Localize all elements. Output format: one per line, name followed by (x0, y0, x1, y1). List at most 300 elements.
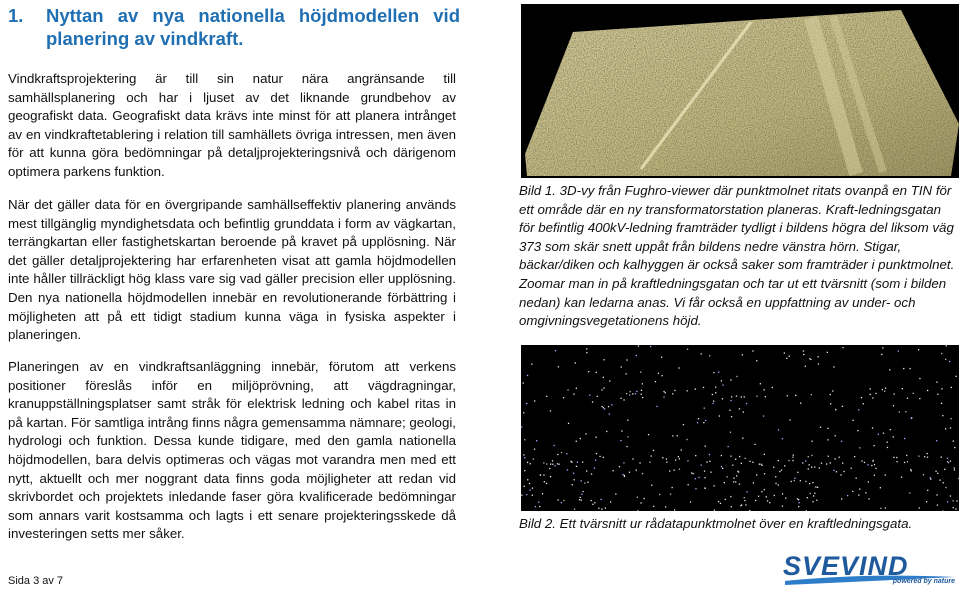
cloud-point (558, 366, 559, 367)
cloud-point (546, 463, 547, 464)
cloud-point (720, 503, 721, 504)
cloud-point (587, 482, 588, 483)
cloud-point (786, 358, 787, 359)
cloud-point (710, 472, 711, 473)
cloud-point (581, 500, 582, 501)
cloud-point (874, 475, 875, 476)
cloud-point (911, 470, 912, 471)
cloud-point (620, 440, 621, 441)
cloud-point (640, 372, 641, 373)
cloud-point (718, 501, 719, 502)
cloud-point (536, 440, 537, 441)
cloud-point (890, 429, 891, 430)
cloud-point (602, 406, 603, 407)
cloud-point (691, 472, 692, 473)
cloud-point (911, 418, 912, 419)
cloud-point (601, 499, 602, 500)
cloud-point (538, 502, 539, 503)
cloud-point (930, 479, 931, 480)
cloud-point (733, 481, 734, 482)
cloud-point (636, 470, 637, 471)
cloud-point (909, 492, 910, 493)
cloud-point (885, 388, 886, 389)
page-footer: Sida 3 av 7 (8, 575, 64, 587)
cloud-point (803, 350, 804, 351)
paragraph-2: När det gäller data för en övergripande samhällseffektiv planering används mest tillgänglig myndighetsdata och befintlig grunddata i form av vägkartan, terrängkartan eller fastighetskartan beroende på kravet på upplösning. När det gäller detaljprojektering har erfarenheten visat att gamla höjdmodellen inte håller tillräckligt hög klass vare sig vad gäller precision eller upplösning. Den nya nationella höjdmodellen innebär en revolutionerande förbättring i möjligheten att på ett tidigt stadium kunna väga in fysiska aspekter i planeringen. (8, 197, 456, 343)
cloud-point (893, 457, 894, 458)
cloud-point (927, 457, 928, 458)
cloud-point (784, 465, 785, 466)
cloud-point (622, 474, 623, 475)
cloud-point (620, 398, 621, 399)
cloud-point (730, 379, 731, 380)
cloud-point (603, 457, 604, 458)
cloud-point (753, 482, 754, 483)
cloud-point (674, 390, 675, 391)
cloud-point (811, 394, 812, 395)
cloud-point (956, 500, 957, 501)
cloud-point (629, 394, 630, 395)
cloud-point (828, 456, 829, 457)
cloud-point (610, 501, 611, 502)
cloud-point (782, 493, 783, 494)
cloud-point (606, 431, 607, 432)
cloud-point (746, 403, 747, 404)
cloud-point (774, 495, 775, 496)
cloud-point (919, 378, 920, 379)
cloud-point (580, 497, 581, 498)
cloud-point (527, 479, 528, 480)
cloud-point (756, 474, 757, 475)
cloud-point (577, 462, 578, 463)
cloud-point (818, 363, 819, 364)
cloud-point (937, 504, 938, 505)
cloud-point (550, 476, 551, 477)
cloud-point (727, 476, 728, 477)
cloud-point (893, 405, 894, 406)
cloud-point (738, 471, 739, 472)
cloud-point (604, 359, 605, 360)
cloud-point (649, 462, 650, 463)
cloud-point (721, 380, 722, 381)
cloud-point (672, 487, 673, 488)
cloud-point (563, 500, 564, 501)
cloud-point (766, 496, 767, 497)
cloud-point (833, 470, 834, 471)
cloud-point (563, 397, 564, 398)
cloud-point (527, 462, 528, 463)
cloud-point (764, 489, 765, 490)
cloud-point (754, 444, 755, 445)
cloud-point (775, 476, 776, 477)
cloud-point (867, 464, 868, 465)
cloud-point (613, 470, 614, 471)
cloud-point (629, 472, 630, 473)
cloud-point (953, 500, 954, 501)
cloud-point (758, 496, 759, 497)
cloud-point (661, 357, 662, 358)
cloud-point (574, 509, 575, 510)
cloud-point (669, 470, 670, 471)
cloud-point (573, 473, 574, 474)
cloud-point (945, 428, 946, 429)
cloud-point (632, 458, 633, 459)
cloud-point (945, 359, 946, 360)
cloud-point (871, 465, 872, 466)
cloud-point (662, 375, 663, 376)
cloud-point (775, 483, 776, 484)
cloud-point (744, 500, 745, 501)
cloud-point (665, 392, 666, 393)
cloud-point (764, 473, 765, 474)
cloud-point (903, 368, 904, 369)
cloud-point (732, 465, 733, 466)
cloud-point (730, 400, 731, 401)
cloud-point (681, 449, 682, 450)
cloud-point (806, 510, 807, 511)
cloud-point (715, 387, 716, 388)
cloud-point (812, 501, 813, 502)
cloud-point (809, 464, 810, 465)
cloud-point (874, 464, 875, 465)
cloud-point (658, 373, 659, 374)
cloud-point (532, 495, 533, 496)
cloud-point (821, 463, 822, 464)
terrain-3d-image (521, 4, 959, 178)
cloud-point (603, 387, 604, 388)
cloud-point (566, 453, 567, 454)
cloud-point (797, 472, 798, 473)
cloud-point (761, 465, 762, 466)
cloud-point (887, 442, 888, 443)
cloud-point (746, 491, 747, 492)
cloud-point (591, 500, 592, 501)
cloud-point (641, 390, 642, 391)
cloud-point (840, 474, 841, 475)
cloud-point (579, 499, 580, 500)
cloud-point (736, 395, 737, 396)
cloud-point (638, 345, 639, 346)
cloud-point (880, 508, 881, 509)
cloud-point (730, 432, 731, 433)
cloud-point (546, 396, 547, 397)
cloud-point (698, 477, 699, 478)
cloud-point (739, 456, 740, 457)
cloud-point (619, 466, 620, 467)
cloud-point (832, 390, 833, 391)
section-number: 1. (8, 5, 24, 26)
cloud-point (808, 456, 809, 457)
cloud-point (712, 403, 713, 404)
cloud-point (687, 349, 688, 350)
cloud-point (749, 461, 750, 462)
cloud-point (942, 415, 943, 416)
cloud-point (935, 471, 936, 472)
cloud-point (870, 394, 871, 395)
cloud-point (550, 464, 551, 465)
cloud-point (827, 352, 828, 353)
cloud-point (835, 435, 836, 436)
cloud-point (842, 463, 843, 464)
cloud-point (794, 478, 795, 479)
cloud-point (709, 355, 710, 356)
cloud-point (627, 436, 628, 437)
cloud-point (868, 481, 869, 482)
cloud-point (526, 403, 527, 404)
cloud-point (666, 462, 667, 463)
cloud-point (756, 396, 757, 397)
cloud-point (798, 506, 799, 507)
cloud-point (550, 410, 551, 411)
cloud-point (789, 419, 790, 420)
cloud-point (902, 388, 903, 389)
cloud-point (787, 395, 788, 396)
cloud-point (568, 423, 569, 424)
cloud-point (817, 487, 818, 488)
cloud-point (872, 461, 873, 462)
cloud-point (557, 454, 558, 455)
cloud-point (728, 446, 729, 447)
cloud-point (858, 495, 859, 496)
cloud-point (924, 456, 925, 457)
cloud-point (872, 427, 873, 428)
cloud-point (703, 387, 704, 388)
cloud-point (745, 504, 746, 505)
cloud-point (721, 466, 722, 467)
cloud-point (772, 387, 773, 388)
cloud-point (904, 438, 905, 439)
cloud-point (951, 387, 952, 388)
cloud-point (941, 388, 942, 389)
cloud-point (601, 509, 602, 510)
cloud-point (805, 460, 806, 461)
cloud-point (549, 468, 550, 469)
cloud-point (552, 460, 553, 461)
cloud-point (953, 507, 954, 508)
figure-2-caption: Bild 2. Ett tvärsnitt ur rådatapunktmolnet över en kraftledningsgata. (519, 516, 913, 531)
cloud-point (596, 453, 597, 454)
cloud-point (722, 385, 723, 386)
cloud-point (759, 464, 760, 465)
cloud-point (910, 469, 911, 470)
cloud-point (858, 409, 859, 410)
cloud-point (529, 483, 530, 484)
cloud-point (651, 455, 652, 456)
cloud-point (810, 359, 811, 360)
cloud-point (715, 392, 716, 393)
cloud-point (901, 477, 902, 478)
cloud-point (659, 494, 660, 495)
cloud-point (792, 457, 793, 458)
cloud-point (576, 388, 577, 389)
cloud-point (882, 347, 883, 348)
cloud-point (907, 398, 908, 399)
cloud-point (592, 401, 593, 402)
cloud-point (816, 500, 817, 501)
cloud-point (576, 441, 577, 442)
cloud-point (576, 466, 577, 467)
cloud-point (744, 396, 745, 397)
cloud-point (741, 463, 742, 464)
cloud-point (529, 490, 530, 491)
cloud-point (956, 376, 957, 377)
cloud-point (868, 498, 869, 499)
section-heading (8, 4, 460, 50)
cloud-point (841, 441, 842, 442)
cloud-point (820, 427, 821, 428)
cloud-point (736, 475, 737, 476)
cloud-point (878, 434, 879, 435)
cloud-point (695, 455, 696, 456)
cloud-point (594, 502, 595, 503)
cloud-point (626, 359, 627, 360)
heading-line-1: Nyttan av nya nationella höjdmodellen vid (46, 5, 460, 26)
cloud-point (555, 350, 556, 351)
terrain-3d-figure (521, 4, 959, 178)
cloud-point (813, 495, 814, 496)
cloud-point (729, 410, 730, 411)
cloud-point (883, 433, 884, 434)
cloud-point (905, 411, 906, 412)
cloud-point (939, 480, 940, 481)
cloud-point (677, 435, 678, 436)
cloud-point (632, 393, 633, 394)
cloud-point (791, 481, 792, 482)
cloud-point (778, 460, 779, 461)
cloud-point (953, 441, 954, 442)
cloud-point (799, 502, 800, 503)
cloud-point (830, 394, 831, 395)
cloud-point (521, 495, 522, 496)
cloud-point (725, 499, 726, 500)
cloud-point (626, 393, 627, 394)
cloud-point (834, 458, 835, 459)
cloud-point (530, 463, 531, 464)
cloud-point (709, 461, 710, 462)
paragraph-1: Vindkraftsprojektering är till sin natur nära angränsande till samhällsplanering och har i ljuset av det liknande grundbehov av geografiskt data. Geografiskt data krävs inte minst för att planera intrånget av en vindkraftetablering i relation till samhällets övriga intressen, men även för att kunna göra bedömningar på detaljprojekteringsnivå och därigenom optimera parkens funktion. (8, 71, 456, 179)
cloud-point (923, 474, 924, 475)
cloud-point (651, 485, 652, 486)
cloud-point (927, 390, 928, 391)
cloud-point (884, 391, 885, 392)
cloud-point (615, 493, 616, 494)
cloud-point (802, 462, 803, 463)
cloud-point (642, 397, 643, 398)
cloud-point (749, 510, 750, 511)
cloud-point (609, 413, 610, 414)
cloud-point (635, 393, 636, 394)
cloud-point (851, 468, 852, 469)
cloud-point (880, 487, 881, 488)
cloud-point (782, 438, 783, 439)
cloud-point (695, 488, 696, 489)
cloud-point (595, 460, 596, 461)
cloud-point (574, 479, 575, 480)
cloud-point (863, 403, 864, 404)
cloud-point (785, 498, 786, 499)
cloud-point (572, 484, 573, 485)
cloud-point (947, 501, 948, 502)
cloud-point (670, 494, 671, 495)
cloud-point (698, 418, 699, 419)
cloud-point (942, 510, 943, 511)
cloud-point (810, 493, 811, 494)
cloud-point (543, 474, 544, 475)
cloud-point (944, 469, 945, 470)
cloud-point (885, 474, 886, 475)
cloud-point (567, 469, 568, 470)
cloud-point (830, 403, 831, 404)
cloud-point (706, 461, 707, 462)
cloud-point (594, 468, 595, 469)
cloud-point (889, 369, 890, 370)
cloud-point (836, 471, 837, 472)
cloud-point (573, 394, 574, 395)
cloud-point (852, 491, 853, 492)
cloud-point (731, 416, 732, 417)
cloud-point (896, 457, 897, 458)
cloud-point (604, 408, 605, 409)
cloud-point (524, 486, 525, 487)
cloud-point (744, 497, 745, 498)
cloud-point (893, 436, 894, 437)
cloud-point (950, 460, 951, 461)
cloud-point (586, 352, 587, 353)
cloud-point (740, 505, 741, 506)
cloud-point (626, 446, 627, 447)
cloud-point (950, 427, 951, 428)
cloud-point (561, 452, 562, 453)
cloud-point (653, 506, 654, 507)
cloud-point (885, 507, 886, 508)
cloud-point (949, 361, 950, 362)
cloud-point (894, 393, 895, 394)
cloud-point (763, 415, 764, 416)
cloud-point (947, 458, 948, 459)
cloud-point (544, 481, 545, 482)
cloud-point (835, 409, 836, 410)
cloud-point (703, 422, 704, 423)
cloud-point (773, 467, 774, 468)
cloud-point (815, 486, 816, 487)
cloud-point (559, 464, 560, 465)
cloud-point (665, 506, 666, 507)
cloud-point (927, 490, 928, 491)
cloud-point (761, 491, 762, 492)
cloud-point (704, 408, 705, 409)
cloud-point (919, 507, 920, 508)
cloud-point (714, 485, 715, 486)
cloud-point (779, 471, 780, 472)
cloud-point (531, 364, 532, 365)
cloud-point (683, 424, 684, 425)
cloud-point (636, 391, 637, 392)
cloud-point (674, 509, 675, 510)
cloud-point (918, 456, 919, 457)
cloud-point (735, 459, 736, 460)
cloud-point (797, 498, 798, 499)
cloud-point (666, 458, 667, 459)
cloud-point (636, 355, 637, 356)
cloud-point (755, 500, 756, 501)
cloud-point (859, 447, 860, 448)
cloud-point (847, 495, 848, 496)
cloud-point (552, 464, 553, 465)
cloud-point (695, 389, 696, 390)
cloud-point (907, 461, 908, 462)
cloud-point (839, 457, 840, 458)
cloud-point (870, 388, 871, 389)
